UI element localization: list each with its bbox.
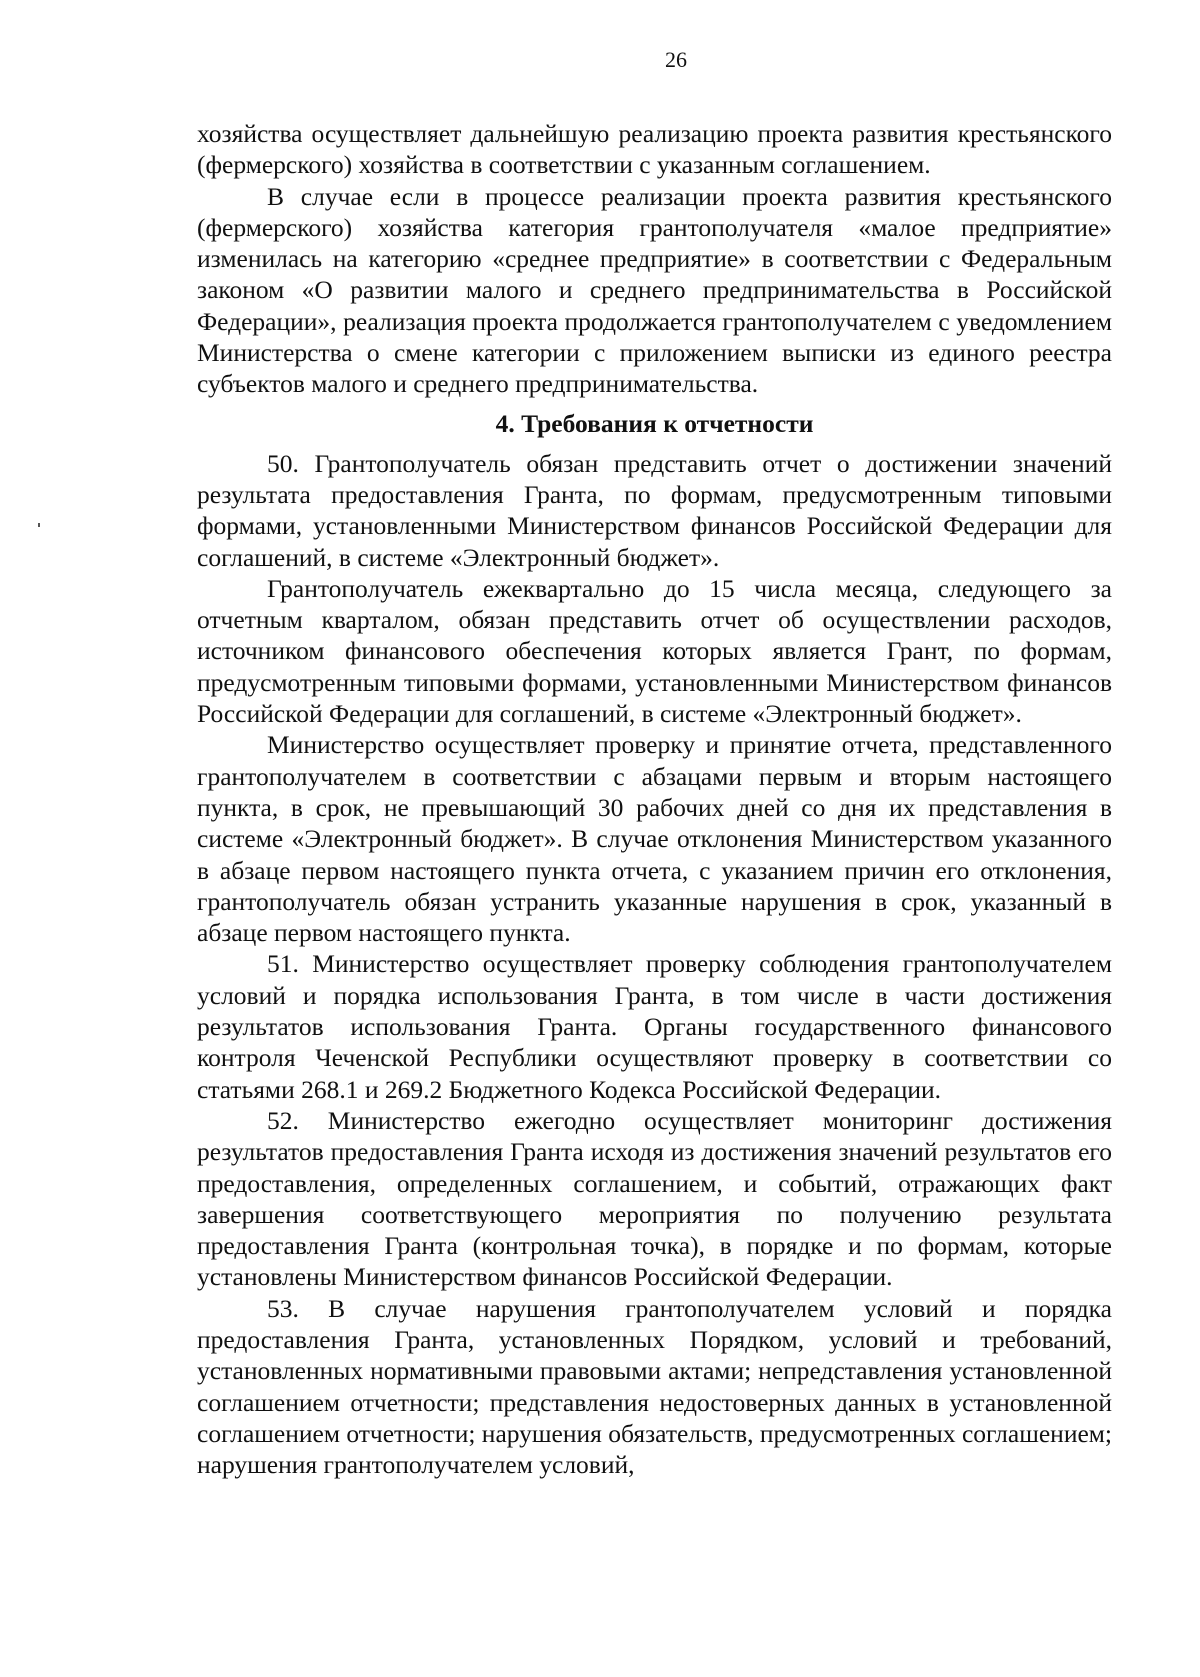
section-heading: 4. Требования к отчетности — [495, 408, 814, 438]
scan-speck — [38, 523, 40, 527]
paragraph-continuation: хозяйства осуществляет дальнейшую реализацию проекта развития крестьянского (фермерского) хозяйства в соответствии с указанным соглашением. — [197, 119, 1112, 180]
page-number: 26 — [665, 47, 687, 72]
paragraph-item-51: 51. Министерство осуществляет проверку соблюдения грантополучателем условий и порядка использования Гранта, в том числе в части достижения результатов использования Гранта. Органы государственного финансового контроля Чеченской Республики осуществляют проверку в соответствии со статьями 268.1 и 269.2 Бюджетного Кодекса Российской Федерации. — [197, 949, 1112, 1104]
paragraph-item-52: 52. Министерство ежегодно осуществляет мониторинг достижения результатов предоставления Гранта исходя из достижения значений результатов его предоставления, определенных соглашением, и событий, отражающих факт завершения соответствующего мероприятия по получению результата предоставления Гранта (контрольная точка), в порядке и по формам, которые установлены Министерством финансов Российской Федерации. — [197, 1105, 1112, 1292]
paragraph-category-change: В случае если в процессе реализации проекта развития крестьянского (фермерского) хозяйства категория грантополучателя «малое предприятие» изменилась на категорию «среднее предприятие» в соответствии с Федеральным законом «О развитии малого и среднего предпринимательства в Российской Федерации», реализация проекта продолжается грантополучателем с уведомлением Министерства о смене категории с приложением выписки из единого реестра субъектов малого и среднего предпринимательства. — [197, 181, 1112, 399]
paragraph-item-53: 53. В случае нарушения грантополучателем условий и порядка предоставления Гранта, установленных Порядком, условий и требований, установленных нормативными правовыми актами; непредставления установленной соглашением отчетности; представления недостоверных данных в установленной соглашением отчетности; нарушения обязательств, предусмотренных соглашением; нарушения грантополучателем условий, — [197, 1293, 1112, 1480]
paragraph-item-50: 50. Грантополучатель обязан представить отчет о достижении значений результата предоставления Гранта, по формам, предусмотренным типовыми формами, установленными Министерством финансов Российской Федерации для соглашений, в системе «Электронный бюджет». — [197, 448, 1112, 572]
paragraph-quarterly-report: Грантополучатель ежеквартально до 15 числа месяца, следующего за отчетным кварталом, обязан представить отчет об осуществлении расходов, источником финансового обеспечения которых является Грант, по формам, предусмотренным типовыми формами, установленными Министерством финансов Российской Федерации для соглашений, в системе «Электронный бюджет». — [197, 573, 1112, 729]
document-body — [197, 118, 1112, 1480]
paragraph-report-check: Министерство осуществляет проверку и принятие отчета, представленного грантополучателем в соответствии с абзацами первым и вторым настоящего пункта, в срок, не превышающий 30 рабочих дней со дня их представления в системе «Электронный бюджет». В случае отклонения Министерством указанного в абзаце первом настоящего пункта отчета, с указанием причин его отклонения, грантополучатель обязан устранить указанные нарушения в срок, указанный в абзаце первом настоящего пункта. — [197, 730, 1112, 948]
